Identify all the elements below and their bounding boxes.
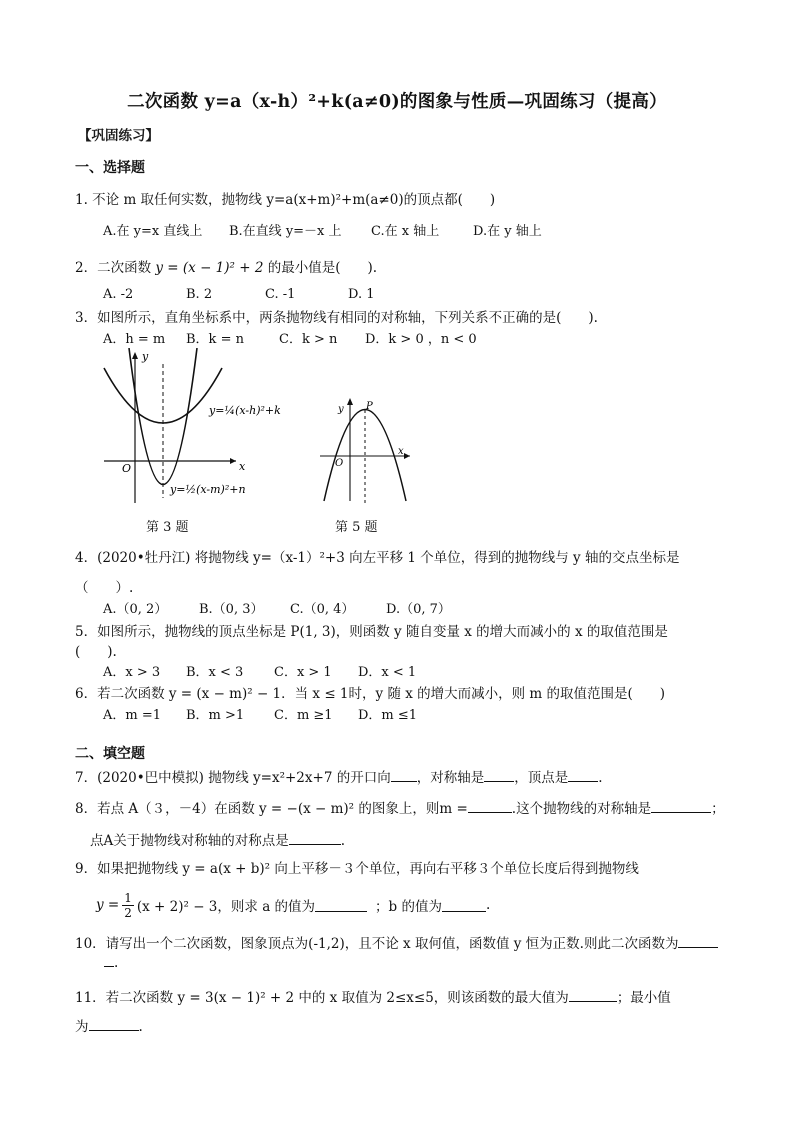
x-axis-arrow-icon [230, 458, 236, 464]
q11-part-a: 11．若二次函数 y = 3(x − 1)² + 2 中的 x 取值为 2≤x≤5，则该函数的最大值为 [75, 990, 569, 1006]
question-8-line-1 [75, 797, 725, 817]
q10-part-a: 10．请写出一个二次函数，图象顶点为(-1,2)，且不论 x 取何值，函数值 y 恒为正数.则此二次函数为 [75, 936, 679, 952]
q1-option-a: A.在 y=x 直线上 [103, 224, 203, 239]
q7-blank-2[interactable] [484, 769, 514, 782]
figure-caption-q5: 第 5 题 [335, 520, 378, 535]
x-axis-arrow-icon [404, 453, 410, 459]
figure-q5 [318, 396, 418, 506]
q8-blank-2[interactable] [651, 800, 711, 813]
question-4-stem: 4．(2020•牡丹江) 将抛物线 y=（x-1）²+3 向左平移 1 个单位，得到的抛物线与 y 轴的交点坐标是 [75, 550, 680, 566]
q4-option-d: D.（0, 7） [386, 602, 451, 617]
q2-option-d: D. 1 [348, 287, 375, 302]
q5-option-c: C．x > 1 [274, 665, 332, 680]
q5-option-b: B．x < 3 [186, 665, 244, 680]
q6-option-a: A．m =1 [103, 708, 162, 723]
question-8-line-2 [90, 829, 345, 849]
section-heading-fill: 二、填空题 [75, 746, 145, 762]
q7-part-a: 7．(2020•巴中模拟) 抛物线 y=x²+2x+7 的开口向 [75, 770, 391, 786]
q10-blank[interactable] [678, 935, 718, 948]
q2-tail: 的最小值是( ). [267, 260, 378, 276]
q11-part-b: ；最小值 [616, 990, 671, 1006]
origin-label: O [335, 458, 344, 469]
q9-frac-num: 1 [124, 890, 132, 905]
q9-frac-den: 2 [124, 905, 132, 920]
q8-part-a: 8．若点 A（３，－4）在函数 y = −(x − m)² 的图象上，则m = [75, 801, 468, 817]
question-11-line-2 [75, 1015, 143, 1035]
q3-option-d: D．k > 0 ，n < 0 [365, 332, 477, 347]
q6-option-c: C．m ≥1 [274, 708, 333, 723]
figure-q3 [96, 348, 286, 510]
label-upper-parabola: y=¼(x-h)²+k [209, 404, 281, 417]
q7-blank-3[interactable] [568, 769, 598, 782]
q9-fraction [122, 891, 134, 920]
q8-line2-b: . [340, 833, 346, 849]
q9-blank-1[interactable] [315, 899, 367, 912]
q7-blank-1[interactable] [391, 769, 417, 782]
question-1-stem: 1. 不论 m 取任何实数，抛物线 y=a(x+m)²+m(a≠0)的顶点都( ) [75, 192, 496, 208]
q8-blank-1[interactable] [468, 800, 512, 813]
q11-line2-a: 为 [75, 1019, 89, 1035]
q6-option-d: D．m ≤1 [358, 708, 418, 723]
y-axis-label: y [338, 404, 344, 415]
q9-part-c: ；b 的值为 [375, 899, 442, 915]
q9-part-b: (x + 2)² − 3，则求 a 的值为 [136, 899, 316, 915]
section-tag: 【巩固练习】 [78, 128, 159, 144]
q9-part-d: . [485, 897, 491, 913]
y-axis-arrow-icon [347, 398, 353, 405]
origin-label: O [122, 462, 132, 475]
q2-number: 2．二次函数 [75, 260, 152, 276]
page-title: 二次函数 y=a（x-h）²+k(a≠0)的图象与性质—巩固练习（提高） [127, 92, 667, 112]
q11-line2-b: . [138, 1019, 143, 1035]
q11-blank-2[interactable] [89, 1018, 139, 1031]
q7-part-c: ，顶点是 [514, 770, 569, 786]
question-6-stem: 6．若二次函数 y = (x − m)² − 1．当 x ≤ 1时，y 随 x 的增大而减小，则 m 的取值范围是( ) [75, 686, 666, 702]
q8-part-b: .这个抛物线的对称轴是 [511, 801, 652, 817]
q2-option-c: C. -1 [265, 287, 296, 302]
q9-y-equals: y = [96, 897, 120, 913]
q5-option-a: A．x > 3 [103, 665, 161, 680]
q7-part-b: ，对称轴是 [416, 770, 485, 786]
q1-option-d: D.在 y 轴上 [473, 224, 542, 239]
x-axis-label: x [398, 446, 404, 457]
q4-option-b: B.（0, 3） [199, 602, 264, 617]
y-axis-label: y [142, 350, 149, 363]
question-7 [75, 766, 603, 786]
label-lower-parabola: y=½(x-m)²+n [170, 483, 246, 496]
question-10-line-2 [104, 954, 118, 971]
section-heading-choice: 一、选择题 [75, 160, 145, 176]
question-11-line-1 [75, 986, 671, 1006]
q7-part-d: . [598, 770, 603, 786]
q2-option-a: A. -2 [103, 287, 134, 302]
q4-option-a: A.（0, 2） [103, 602, 168, 617]
q1-option-b: B.在直线 y=－x 上 [229, 224, 342, 239]
q10-part-b: . [114, 955, 119, 971]
x-axis-label: x [239, 460, 246, 473]
q6-option-b: B．m >1 [186, 708, 245, 723]
q2-option-b: B. 2 [186, 287, 213, 302]
q4-answer-paren: （ ）. [75, 580, 134, 596]
question-2-stem [75, 256, 377, 276]
q3-option-b: B．k = n [186, 332, 244, 347]
q1-option-c: C.在 x 轴上 [371, 224, 440, 239]
y-axis-arrow-icon [132, 352, 138, 359]
q8-blank-3[interactable] [289, 832, 341, 845]
question-5-stem: 5．如图所示，抛物线的顶点坐标是 P(1, 3)，则函数 y 随自变量 x 的增大而减小的 x 的取值范围是 [75, 624, 668, 640]
q11-blank-1[interactable] [569, 989, 617, 1002]
q3-option-c: C．k > n [279, 332, 338, 347]
q5-option-d: D．x < 1 [358, 665, 417, 680]
q8-line2-a: 点A关于抛物线对称轴的对称点是 [90, 833, 289, 849]
question-10-line-1 [75, 932, 718, 952]
q10-blank-continuation[interactable] [104, 954, 114, 967]
q4-option-c: C.（0, 4） [290, 602, 355, 617]
q8-part-c: ； [711, 801, 725, 817]
question-9-line-2 [96, 884, 490, 926]
question-9-line-1: 9．如果把抛物线 y = a(x + b)² 向上平移－３个单位，再向右平移３个单位长度后得到抛物线 [75, 861, 639, 877]
q9-blank-2[interactable] [442, 899, 486, 912]
question-3-stem: 3．如图所示，直角坐标系中，两条抛物线有相同的对称轴，下列关系不正确的是( ). [75, 310, 598, 326]
figure-caption-q3: 第 3 题 [146, 520, 189, 535]
q5-answer-paren: ( ). [75, 644, 117, 660]
q2-expression: y = (x − 1)² + 2 [155, 260, 264, 276]
point-p-label: P [366, 401, 373, 412]
q3-option-a: A．h = m [103, 332, 166, 347]
